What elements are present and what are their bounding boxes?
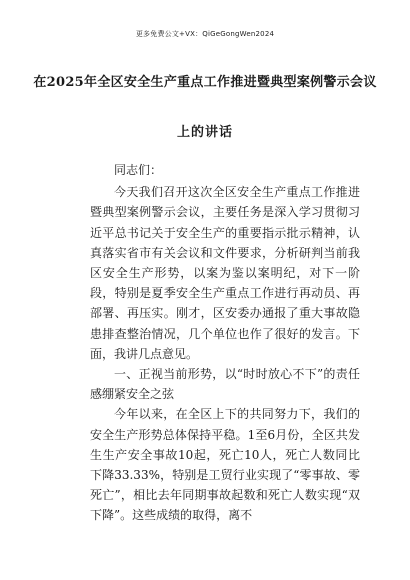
document-title-line-2: 上的讲话 [176,125,233,140]
header-note: 更多免费公文+VX：QiGeGongWen2024 [135,30,275,38]
section-heading-1: 一、正视当前形势，以“时时放心不下”的责任感绷紧安全之弦 [90,367,360,402]
paragraph-intro: 今天我们召开这次全区安全生产重点工作推进暨典型案例警示会议，主要任务是深入学习贯彻习近平总书记关于安全生产的重要指示批示精神，认真落实省市有关会议和文件要求，分析研判当前我区安全生产形势，以案为鉴以案明纪，对下一阶段，特别是夏季安全生产重点工作进行再动员、再部署、再压实。刚才，区安委办通报了重大事故隐患排查整治情况，几个单位也作了很好的发言。下面，我讲几点意见。 [90,185,360,361]
document-body [90,160,360,526]
paragraph-situation: 今年以来，在全区上下的共同努力下，我们的安全生产形势总体保持平稳。1至6月份，全区共发生生产安全事故10起，死亡10人，死亡人数同比下降33.33%，特别是工贸行业实现了“零事故、零死亡”，相比去年同期事故起数和死亡人数实现“双下降”。这些成绩的取得，离不 [90,407,360,523]
document-title-line-1: 在2025年全区安全生产重点工作推进暨典型案例警示会议 [33,75,377,90]
salutation: 同志们： [114,163,163,177]
